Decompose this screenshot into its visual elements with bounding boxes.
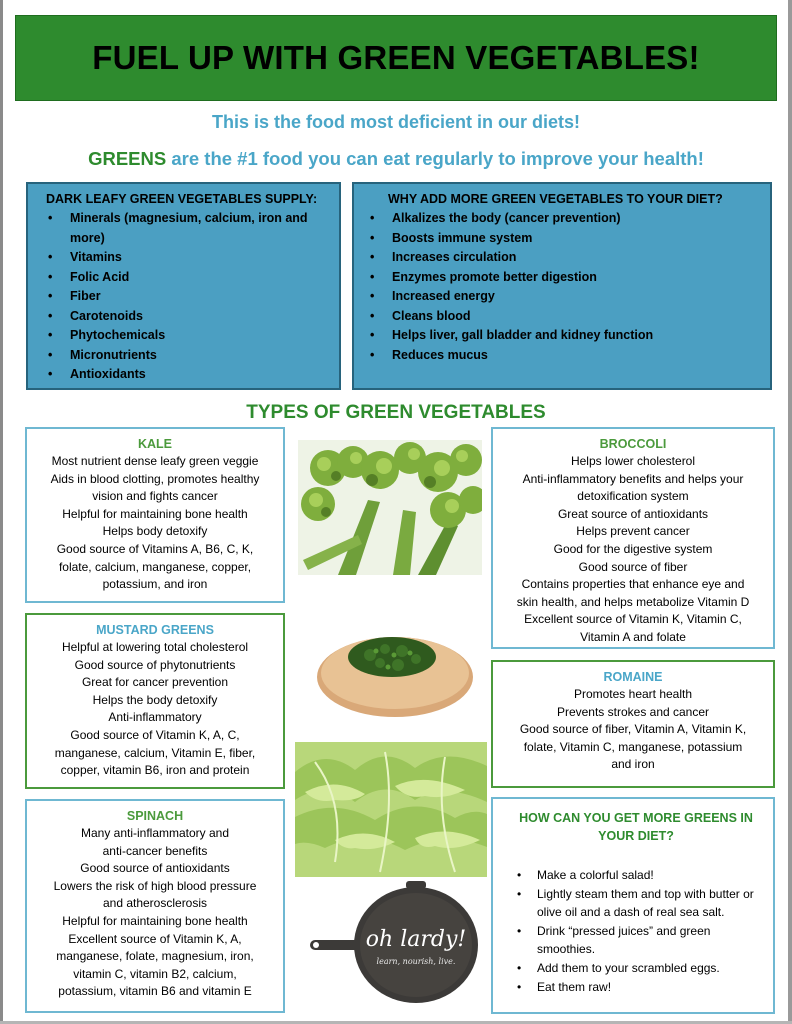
- mustard-greens-line: Helpful at lowering total cholesterol: [61, 640, 249, 654]
- why-item: • Alkalizes the body (cancer prevention): [392, 209, 760, 229]
- mustard-greens-title: MUSTARD GREENS: [96, 623, 214, 637]
- why-item: • Enzymes promote better digestion: [392, 268, 760, 288]
- broccoli-line: Contains properties that enhance eye and: [521, 577, 745, 592]
- why-item: • Reduces mucus: [392, 346, 760, 366]
- romaine-line: Promotes heart health: [573, 687, 693, 701]
- tagline-lead: GREENS: [88, 148, 167, 169]
- broccoli-line: Vitamin A and folate: [580, 629, 686, 644]
- broccoli-line: Helps lower cholesterol: [570, 454, 696, 468]
- how-item: • Make a colorful salad!: [537, 867, 763, 884]
- romaine-line: Good source of fiber, Vitamin A, Vitamin K,: [519, 722, 747, 737]
- cutting-board-illustration: [310, 615, 480, 730]
- supply-item: • Fiber: [70, 287, 329, 307]
- supply-item: • Antioxidants: [70, 365, 329, 385]
- supply-box-title: DARK LEAFY GREEN VEGETABLES SUPPLY:: [46, 192, 318, 206]
- why-list: [368, 209, 760, 365]
- how-item: • Lightly steam them and top with butter or olive oil and a dash of real sea salt.: [537, 886, 763, 921]
- romaine-line: Prevents strokes and cancer: [556, 704, 710, 719]
- broccoli-line: skin health, and helps metabolize Vitamin D: [516, 594, 750, 609]
- supply-item: • Carotenoids: [70, 307, 329, 327]
- why-item: • Increases circulation: [392, 248, 760, 268]
- spinach-line: vitamin C, vitamin B2, calcium,: [73, 966, 237, 981]
- mustard-greens-line: Good source of phytonutrients: [74, 657, 236, 672]
- mustard-greens-line: Anti-inflammatory: [108, 710, 202, 725]
- mustard-greens-line: Great for cancer prevention: [81, 675, 229, 690]
- subtitle: This is the food most deficient in our diets!: [211, 112, 580, 132]
- spinach-line: anti-cancer benefits: [102, 843, 208, 858]
- romaine-card: [491, 660, 775, 788]
- why-item: • Increased energy: [392, 287, 760, 307]
- supply-item: • Micronutrients: [70, 346, 329, 366]
- spinach-line: Helpful for maintaining bone health: [62, 913, 248, 928]
- kale-card: [25, 427, 285, 603]
- supply-box: [26, 182, 341, 390]
- kale-line: Good source of Vitamins A, B6, C, K,: [56, 541, 254, 556]
- title-banner: [15, 15, 777, 101]
- spinach-line: Many anti-inflammatory and: [80, 826, 230, 840]
- chopped-greens-photo: [310, 615, 480, 730]
- mustard-greens-line: Good source of Vitamin K, A, C,: [70, 727, 240, 742]
- kale-line: potassium, and iron: [102, 577, 208, 592]
- broccoli-title: BROCCOLI: [599, 437, 667, 451]
- spinach-line: and atherosclerosis: [102, 896, 208, 911]
- section-title: TYPES OF GREEN VEGETABLES: [246, 402, 546, 423]
- mustard-greens-card: [25, 613, 285, 789]
- page-title: FUEL UP WITH GREEN VEGETABLES!: [92, 39, 700, 76]
- romaine-line: and iron: [611, 757, 655, 772]
- broccoli-line: detoxification system: [577, 489, 689, 504]
- broccoli-line: Anti-inflammatory benefits and helps your: [522, 471, 744, 486]
- broccoli-line: Great source of antioxidants: [557, 506, 709, 521]
- how-item: • Add them to your scrambled eggs.: [537, 960, 763, 977]
- spinach-line: Good source of antioxidants: [80, 861, 230, 876]
- how-list: [509, 867, 763, 997]
- kale-line: folate, calcium, manganese, copper,: [58, 559, 252, 574]
- oh-lardy-logo: [306, 880, 486, 1010]
- how-item: • Eat them raw!: [537, 979, 763, 996]
- kale-line: vision and fights cancer: [92, 489, 218, 504]
- logo-subtext: learn, nourish, live.: [376, 957, 456, 966]
- romaine-title: ROMAINE: [603, 670, 663, 684]
- spinach-line: Lowers the risk of high blood pressure: [53, 878, 257, 893]
- how-title: HOW CAN YOU GET MORE GREENS IN YOUR DIET?: [519, 811, 753, 843]
- broccoli-photo: [298, 440, 482, 575]
- tagline-rest: are the #1 food you can eat regularly to improve your health!: [166, 148, 704, 169]
- broccoli-card: [491, 427, 775, 649]
- spinach-line: Excellent source of Vitamin K, A,: [68, 931, 242, 946]
- logo-text: oh lardy!: [365, 927, 467, 952]
- kale-line: Helps body detoxify: [102, 524, 208, 539]
- how-item: • Drink “pressed juices” and green smoothies.: [537, 923, 763, 958]
- lettuce-illustration: [295, 742, 487, 877]
- why-item: • Helps liver, gall bladder and kidney function: [392, 326, 760, 346]
- spinach-card: [25, 799, 285, 1013]
- skillet-logo-icon: [306, 880, 486, 1010]
- tagline: [0, 148, 792, 170]
- spinach-line: manganese, folate, magnesium, iron,: [56, 949, 254, 964]
- supply-item: • Phytochemicals: [70, 326, 329, 346]
- kale-title: KALE: [137, 437, 173, 451]
- mustard-greens-line: Helps the body detoxify: [92, 692, 218, 707]
- kale-line: Most nutrient dense leafy green veggie: [51, 454, 259, 468]
- broccoli-illustration: [298, 440, 482, 575]
- romaine-line: folate, Vitamin C, manganese, potassium: [523, 739, 743, 754]
- kale-line: Aids in blood clotting, promotes healthy: [50, 471, 260, 486]
- how-box: [491, 797, 775, 1014]
- why-item: • Cleans blood: [392, 307, 760, 327]
- kale-line: Helpful for maintaining bone health: [62, 506, 248, 521]
- why-item: • Boosts immune system: [392, 229, 760, 249]
- mustard-greens-line: manganese, calcium, Vitamin E, fiber,: [54, 745, 256, 760]
- supply-item: • Folic Acid: [70, 268, 329, 288]
- supply-item: • Vitamins: [70, 248, 329, 268]
- broccoli-line: Good for the digestive system: [553, 541, 713, 556]
- broccoli-line: Good source of fiber: [578, 559, 688, 574]
- broccoli-line: Excellent source of Vitamin K, Vitamin C,: [524, 612, 742, 627]
- mustard-greens-line: copper, vitamin B6, iron and protein: [60, 763, 250, 778]
- why-box-title: WHY ADD MORE GREEN VEGETABLES TO YOUR DIET?: [388, 192, 723, 206]
- spinach-title: SPINACH: [126, 809, 184, 823]
- supply-item: • Minerals (magnesium, calcium, iron and more): [70, 209, 329, 248]
- supply-list: [46, 209, 329, 385]
- romaine-lettuce-photo: [295, 742, 487, 877]
- why-box: [352, 182, 772, 390]
- broccoli-line: Helps prevent cancer: [576, 524, 690, 539]
- spinach-line: potassium, vitamin B6 and vitamin E: [58, 984, 252, 999]
